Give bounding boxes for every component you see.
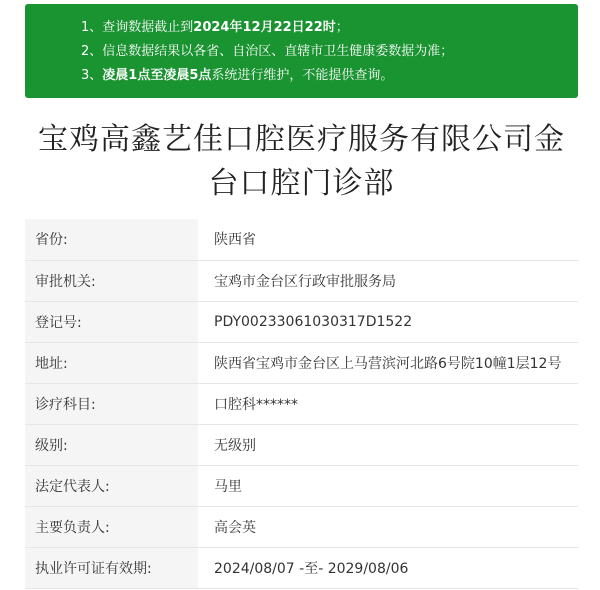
notice-banner	[25, 4, 578, 98]
table-row	[25, 219, 578, 260]
info-table	[25, 219, 578, 589]
row-label: 执业许可证有效期:	[25, 547, 198, 588]
notice-item-tail: ；	[335, 20, 349, 35]
notice-item-3	[81, 64, 578, 88]
row-label: 主要负责人:	[25, 506, 198, 547]
table-row	[25, 547, 578, 588]
row-label: 诊疗科目:	[25, 383, 198, 424]
table-row	[25, 465, 578, 506]
row-label: 地址:	[25, 342, 198, 383]
row-value: 宝鸡市金台区行政审批服务局	[214, 273, 396, 290]
notice-item-text: 查询数据截止到	[102, 20, 194, 35]
row-value: 陕西省宝鸡市金台区上马营滨河北路6号院10幢1层12号	[214, 355, 562, 372]
row-label: 登记号:	[25, 301, 198, 342]
notice-item-2	[81, 40, 578, 64]
table-row	[25, 506, 578, 547]
row-value: 高会英	[214, 519, 256, 536]
notice-item-num: 2、	[81, 44, 103, 59]
notice-item-tail: 系统进行维护，不能提供查询。	[211, 68, 394, 83]
notice-item-num: 1、	[81, 20, 103, 35]
notice-item-1	[81, 16, 578, 40]
table-row	[25, 301, 578, 342]
notice-item-text: 信息数据结果以各省、自治区、直辖市卫生健康委数据为准；	[102, 44, 454, 59]
table-row	[25, 260, 578, 301]
notice-item-num: 3、	[81, 68, 103, 83]
row-value: 口腔科******	[214, 396, 298, 413]
row-value: PDY00233061030317D1522	[214, 313, 413, 330]
page-title: 宝鸡高鑫艺佳口腔医疗服务有限公司金台口腔门诊部	[38, 122, 565, 201]
row-label: 法定代表人:	[25, 465, 198, 506]
table-row	[25, 424, 578, 465]
notice-item-bold: 2024年12月22日22时	[193, 20, 336, 35]
row-value: 陕西省	[214, 232, 256, 249]
notice-item-bold: 凌晨1点至凌晨5点	[102, 68, 212, 83]
row-label: 审批机关:	[25, 260, 198, 301]
row-label: 省份:	[25, 219, 198, 260]
table-row	[25, 342, 578, 383]
table-row	[25, 383, 578, 424]
row-value: 2024/08/07 -至- 2029/08/06	[214, 560, 409, 577]
row-label: 级别:	[25, 424, 198, 465]
row-value: 无级别	[214, 437, 256, 454]
row-value: 马里	[214, 478, 242, 495]
